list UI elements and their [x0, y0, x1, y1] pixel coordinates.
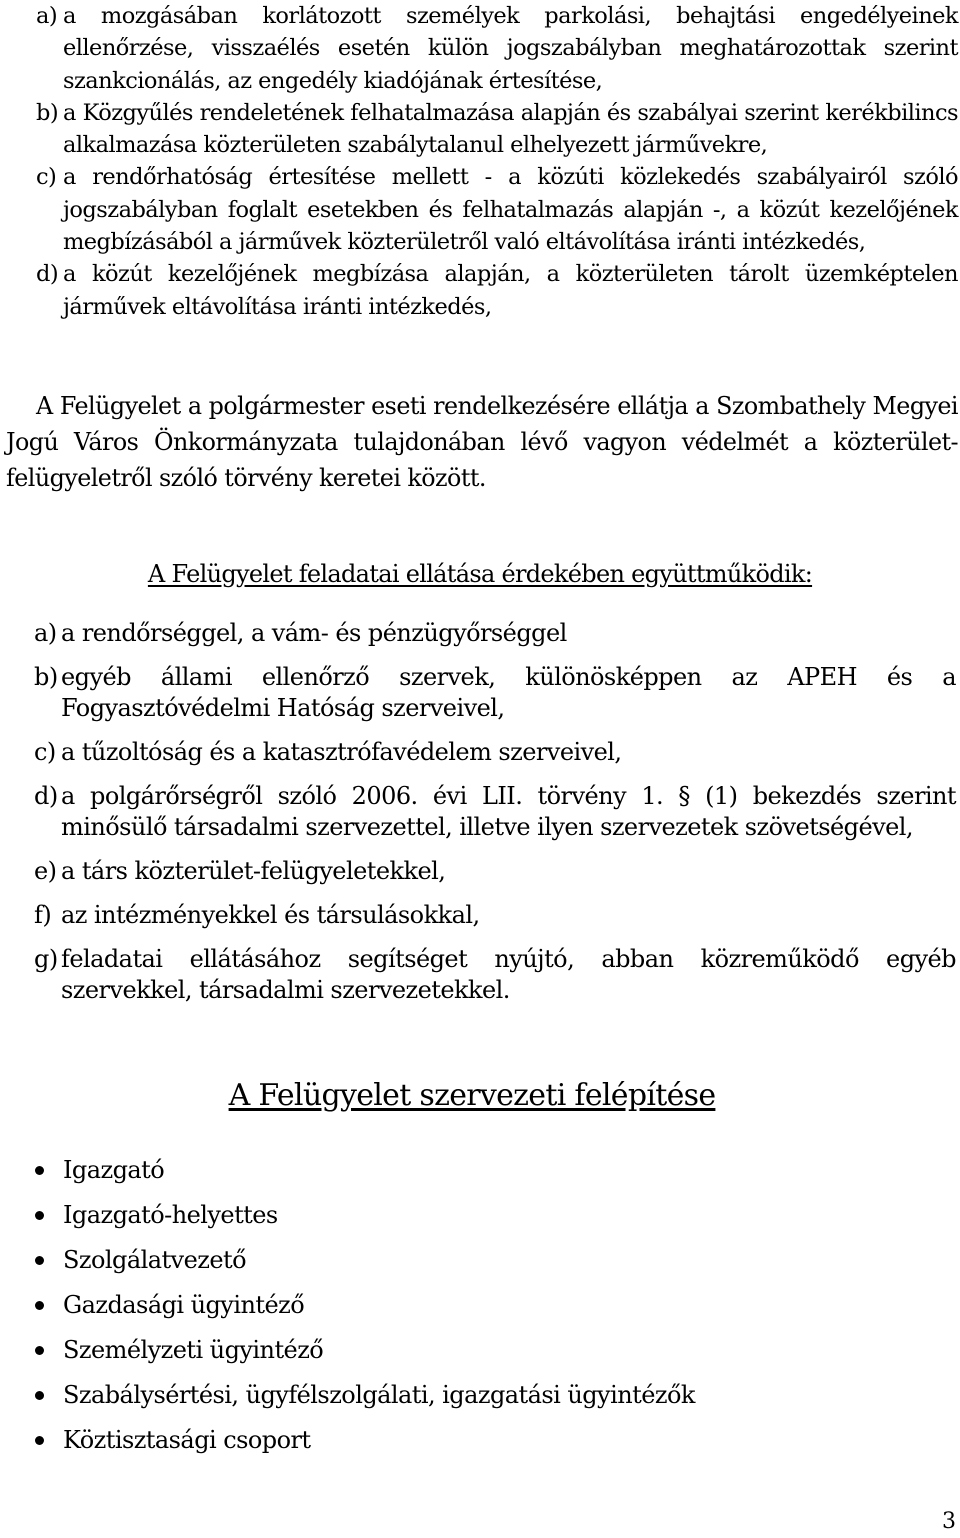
list-item-label: c)	[36, 164, 57, 191]
bullet-icon	[35, 1391, 44, 1400]
list-item	[34, 1283, 734, 1328]
list-item	[34, 1148, 734, 1193]
page-number: 3	[942, 1509, 956, 1534]
list-item-label: c)	[34, 738, 56, 766]
list-item-text: a rendőrhatóság értesítése mellett - a közúti közlekedés szabályairól szóló jogszabályban foglalt esetekben és felhatalmazás alapján -, a közút kezelőjének megbízásából a járművek közterületről való eltávolítása iránti intézkedés,	[63, 164, 958, 256]
bullet-icon	[35, 1256, 44, 1265]
list-item-text: Igazgató-helyettes	[63, 1201, 278, 1229]
list-item	[34, 944, 956, 1006]
list-item	[34, 1238, 734, 1283]
structure-list	[34, 1148, 734, 1463]
list-item-label: f)	[34, 901, 52, 929]
list-item-text: Személyzeti ügyintéző	[63, 1336, 324, 1364]
list-item	[34, 781, 956, 843]
list-item-text: Igazgató	[63, 1156, 165, 1184]
structure-heading: A Felügyelet szervezeti felépítése	[228, 1078, 716, 1113]
cooperation-list	[34, 618, 956, 1019]
list-item-text: Szabálysértési, ügyfélszolgálati, igazgatási ügyintézők	[63, 1381, 695, 1409]
list-item-label: g)	[34, 945, 58, 973]
list-item-text: Köztisztasági csoport	[63, 1426, 311, 1454]
list-item	[36, 258, 958, 323]
list-item-label: d)	[36, 261, 59, 288]
list-item-text: Gazdasági ügyintéző	[63, 1291, 305, 1319]
list-item-text: a mozgásában korlátozott személyek parkolási, behajtási engedélyeinek ellenőrzése, visszaélés esetén külön jogszabályban meghatározottak szerint szankcionálás, az engedély kiadójának értesítése,	[63, 3, 958, 94]
list-item	[34, 900, 956, 931]
list-item	[34, 856, 956, 887]
list-item-label: a)	[34, 619, 57, 647]
list-item	[36, 161, 958, 258]
list-item-text: a társ közterület-felügyeletekkel,	[61, 857, 446, 885]
list-item-label: d)	[34, 782, 58, 810]
property-protection-paragraph: A Felügyelet a polgármester eseti rendelkezésére ellátja a Szombathely Megyei Jogú Város Önkormányzata tulajdonában lévő vagyon védelmét a közterület-felügyeletről szóló törvény keretei között.	[6, 392, 958, 492]
list-item	[36, 0, 958, 97]
bullet-icon	[35, 1346, 44, 1355]
list-item-text: a tűzoltóság és a katasztrófavédelem szerveivel,	[61, 738, 622, 766]
list-item-text: Szolgálatvezető	[63, 1246, 246, 1274]
enforcement-task-list	[36, 0, 958, 323]
list-item	[36, 97, 958, 162]
list-item-label: b)	[34, 663, 58, 691]
list-item-label: e)	[34, 857, 57, 885]
list-item-text: a közút kezelőjének megbízása alapján, a közterületen tárolt üzemképtelen járművek eltávolítása iránti intézkedés,	[63, 261, 958, 320]
list-item-text: a rendőrséggel, a vám- és pénzügyőrséggel	[61, 619, 567, 647]
list-item-text: a polgárőrségről szóló 2006. évi LII. törvény 1. § (1) bekezdés szerint minősülő társadalmi szervezettel, illetve ilyen szervezetek szövetségével,	[61, 782, 956, 841]
list-item	[34, 662, 956, 724]
bullet-icon	[35, 1211, 44, 1220]
cooperation-heading: A Felügyelet feladatai ellátása érdekében együttműködik:	[147, 560, 813, 588]
list-item-text: a Közgyűlés rendeletének felhatalmazása alapján és szabályai szerint kerékbilincs alkalmazása közterületen szabálytalanul elhelyezett járművekre,	[63, 99, 958, 159]
list-item-text: egyéb állami ellenőrző szervek, különösképpen az APEH és a Fogyasztóvédelmi Hatóság szerveivel,	[61, 663, 956, 722]
bullet-icon	[35, 1436, 44, 1445]
list-item	[34, 1193, 734, 1238]
list-item-label: b)	[36, 99, 59, 126]
bullet-icon	[35, 1301, 44, 1310]
list-item	[34, 618, 956, 649]
list-item-label: a)	[36, 3, 58, 29]
list-item	[34, 1328, 734, 1373]
list-item	[34, 1373, 734, 1418]
list-item-text: az intézményekkel és társulásokkal,	[61, 901, 480, 929]
list-item-text: feladatai ellátásához segítséget nyújtó, abban közreműködő egyéb szervekkel, társadalmi szervezetekkel.	[61, 945, 956, 1004]
bullet-icon	[35, 1166, 44, 1175]
list-item	[34, 737, 956, 768]
list-item	[34, 1418, 734, 1463]
